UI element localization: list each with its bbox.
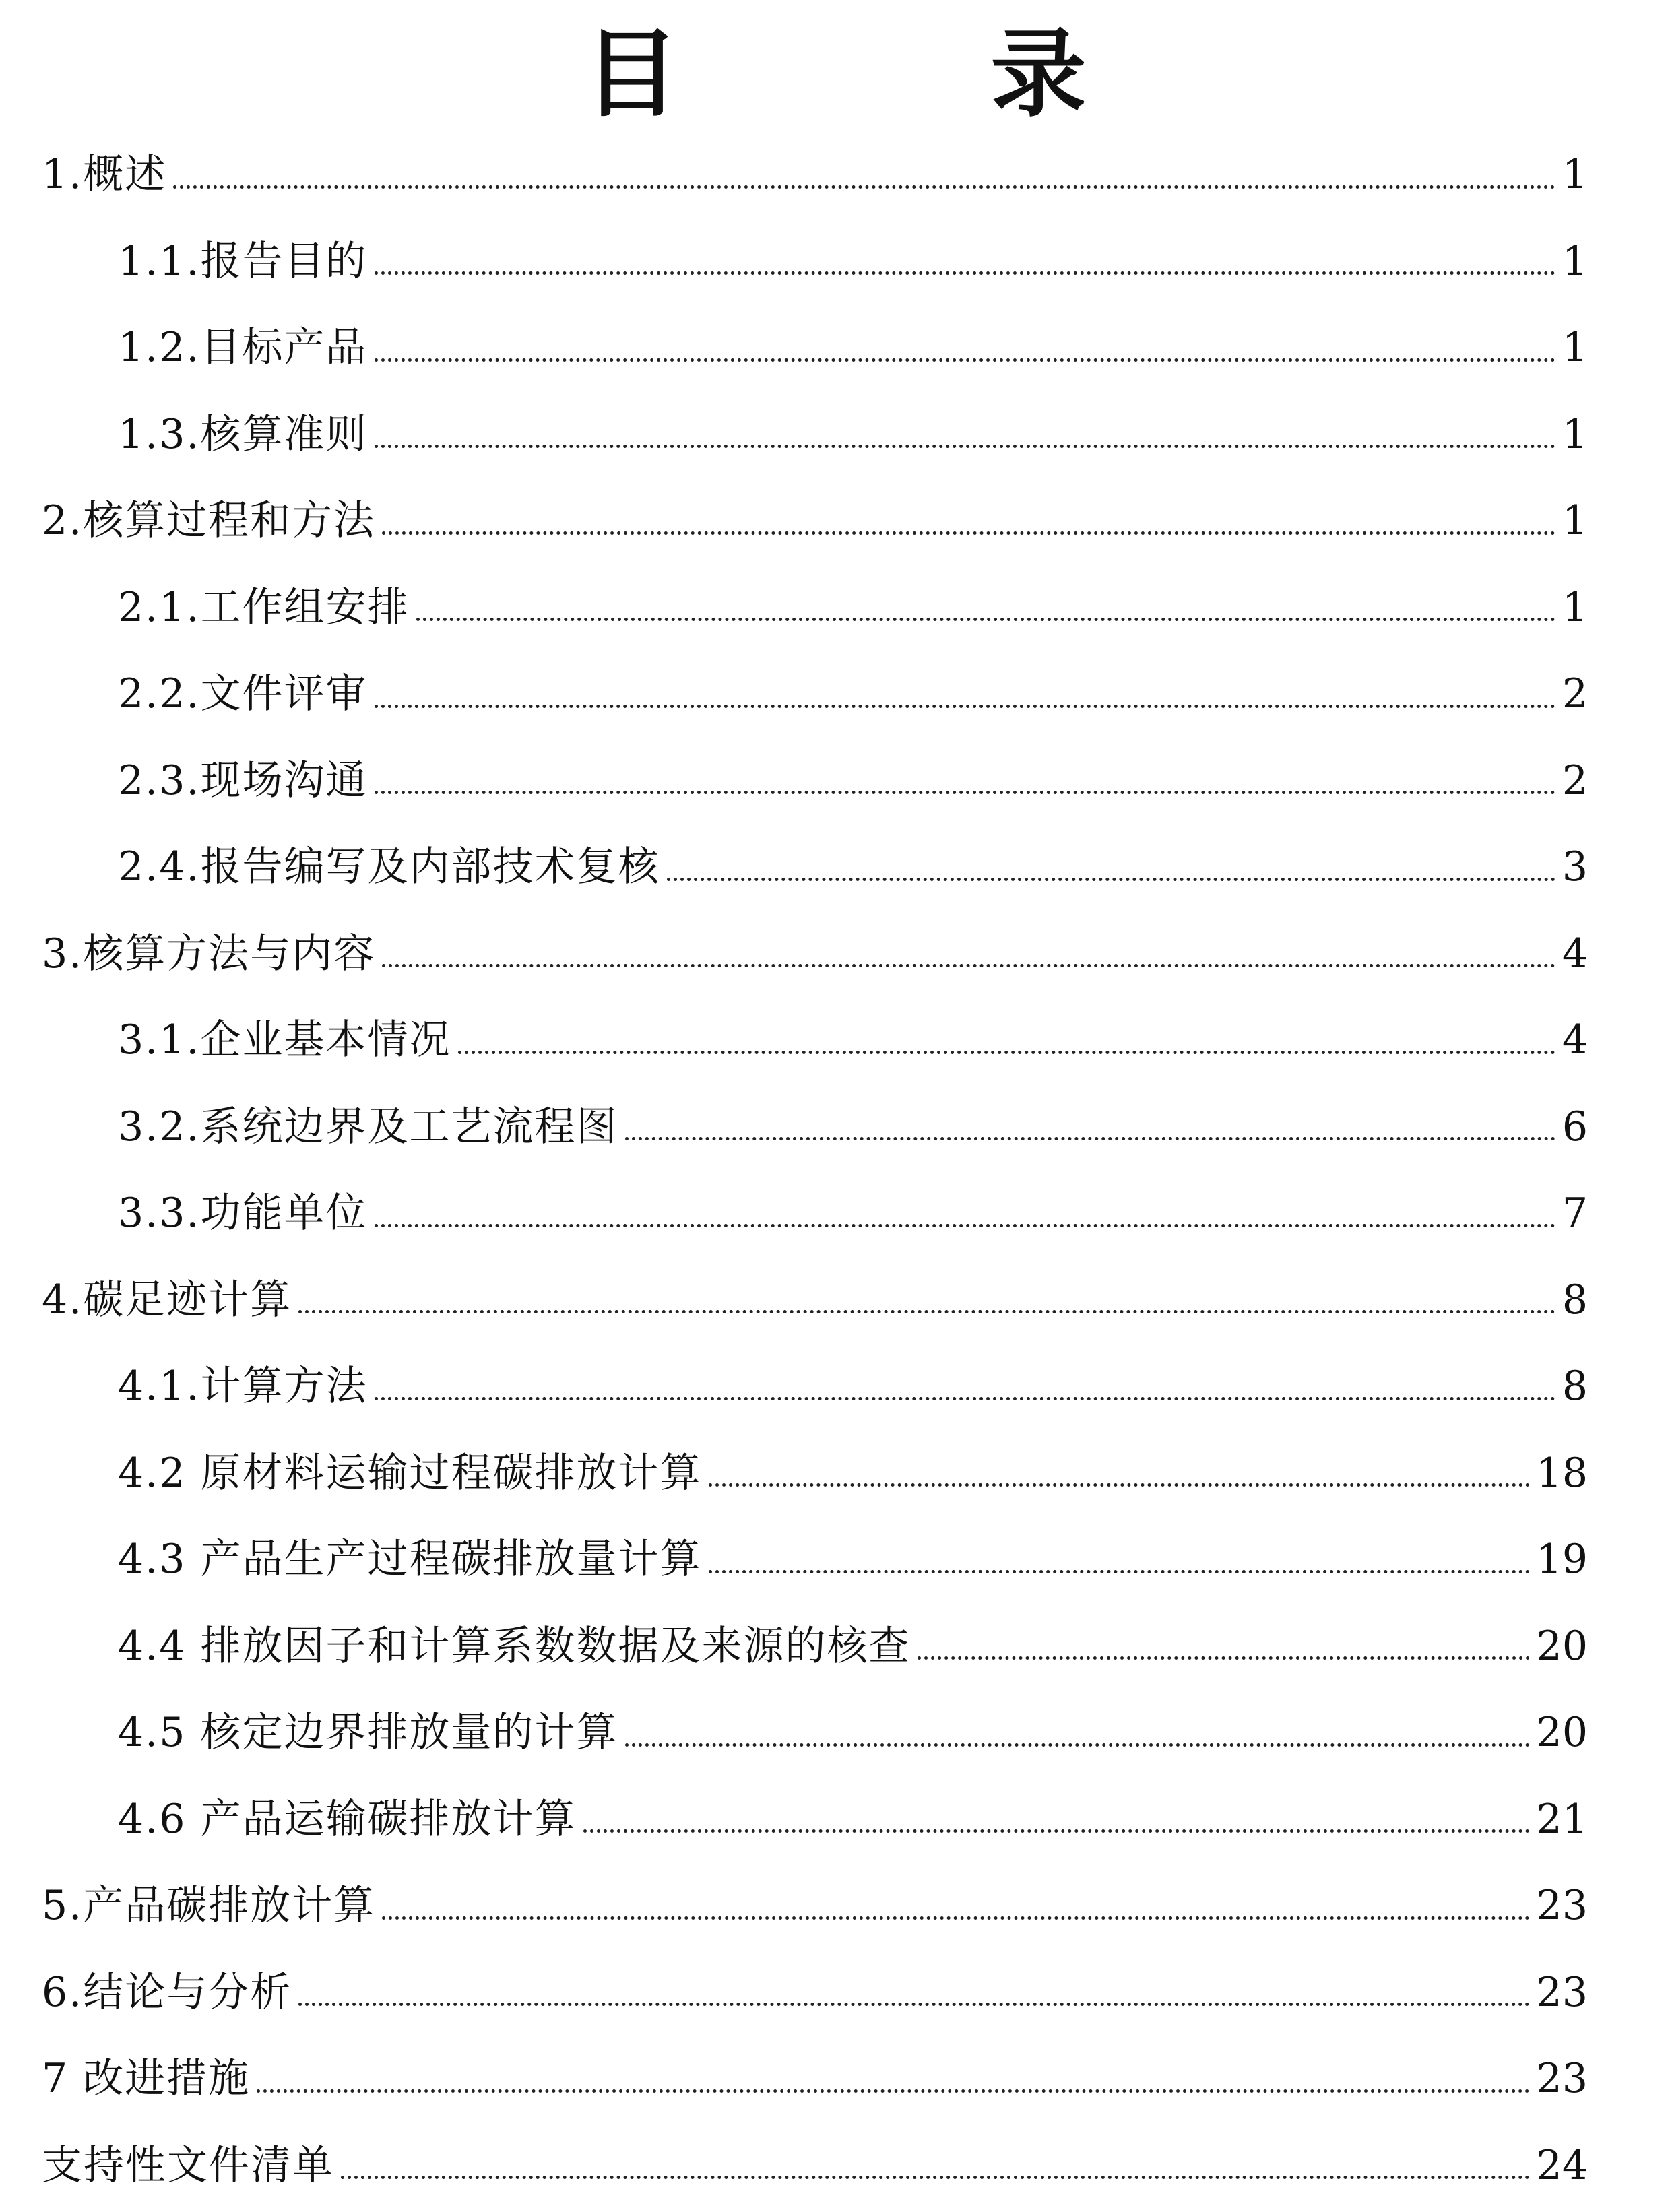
toc-dot-leader	[458, 1051, 1555, 1054]
toc-dot-leader	[375, 791, 1555, 794]
toc-entry-label: 3.1.企业基本情况	[118, 1016, 451, 1064]
toc-entry-label: 2.3.现场沟通	[118, 756, 368, 804]
toc-entry-label: 支持性文件清单	[42, 2141, 334, 2189]
toc-dot-leader	[173, 185, 1555, 189]
toc-page-number: 23	[1536, 1882, 1588, 1930]
toc-entry[interactable]	[0, 1343, 1670, 1430]
toc-entry-label: 3.核算方法与内容	[42, 930, 376, 977]
toc-page-number: 21	[1536, 1795, 1588, 1843]
toc-page-number: 18	[1536, 1449, 1588, 1497]
toc-entry-label: 4.4 排放因子和计算系数数据及来源的核查	[118, 1622, 911, 1670]
toc-dot-leader	[375, 705, 1555, 708]
toc-entry-label: 1.2.目标产品	[118, 324, 368, 372]
toc-dot-leader	[375, 1397, 1555, 1400]
toc-dot-leader	[341, 2176, 1530, 2179]
toc-page-number: 1	[1562, 237, 1588, 285]
toc-dot-leader	[416, 618, 1555, 621]
toc-page-number: 4	[1562, 1016, 1588, 1064]
toc-dot-leader	[667, 878, 1555, 881]
toc-entry[interactable]	[0, 218, 1670, 305]
toc-page-number: 1	[1562, 410, 1588, 458]
toc-dot-leader	[709, 1570, 1530, 1573]
toc-entry-label: 2.2.文件评审	[118, 670, 368, 718]
toc-page-number: 6	[1562, 1103, 1588, 1150]
toc-entry-label: 6.结论与分析	[42, 1968, 292, 2016]
toc-entry-label: 4.5 核定边界排放量的计算	[118, 1709, 618, 1757]
toc-entry[interactable]	[0, 2036, 1670, 2122]
toc-entry[interactable]	[0, 1430, 1670, 1517]
page-title: 目 录	[583, 18, 1194, 130]
toc-entry[interactable]	[0, 997, 1670, 1084]
toc-dot-leader	[625, 1137, 1555, 1140]
toc-entry-label: 4.6 产品运输碳排放计算	[118, 1795, 577, 1843]
toc-entry[interactable]	[0, 1084, 1670, 1171]
toc-page-number: 4	[1562, 930, 1588, 977]
toc-dot-leader	[382, 1916, 1529, 1920]
toc-entry[interactable]	[0, 1170, 1670, 1257]
toc-entry[interactable]	[0, 564, 1670, 651]
toc-entry-label: 2.核算过程和方法	[42, 497, 376, 545]
toc-page-number: 2	[1562, 756, 1588, 804]
toc-page-number: 20	[1536, 1709, 1588, 1757]
toc-dot-leader	[918, 1656, 1530, 1660]
toc-entry[interactable]	[0, 131, 1670, 218]
toc-page-number: 8	[1562, 1363, 1588, 1410]
toc-page-number: 20	[1536, 1622, 1588, 1670]
toc-entry[interactable]	[0, 1516, 1670, 1603]
toc-entry-label: 3.2.系统边界及工艺流程图	[118, 1103, 618, 1150]
toc-entry-label: 1.3.核算准则	[118, 410, 368, 458]
toc-page-number: 1	[1562, 324, 1588, 372]
toc-entry[interactable]	[0, 651, 1670, 738]
toc-dot-leader	[583, 1829, 1530, 1833]
toc-entry[interactable]	[0, 738, 1670, 824]
toc-entry-label: 4.3 产品生产过程碳排放量计算	[118, 1536, 702, 1584]
toc-page-number: 19	[1536, 1536, 1588, 1584]
toc-page-number: 1	[1562, 583, 1588, 631]
toc-page-number: 23	[1536, 1968, 1588, 2016]
toc-entry[interactable]	[0, 1689, 1670, 1776]
toc-page-number: 23	[1536, 2055, 1588, 2103]
toc-dot-leader	[382, 531, 1555, 535]
toc-entry[interactable]	[0, 1257, 1670, 1344]
toc-entry[interactable]	[0, 1603, 1670, 1690]
toc-entry[interactable]	[0, 391, 1670, 478]
toc-entry-label: 4.1.计算方法	[118, 1363, 368, 1410]
toc-dot-leader	[375, 271, 1555, 275]
toc-entry[interactable]	[0, 824, 1670, 911]
toc-entry-label: 4.碳足迹计算	[42, 1276, 292, 1324]
toc-page-number: 1	[1562, 151, 1588, 199]
toc-entry[interactable]	[0, 304, 1670, 391]
toc-page-number: 7	[1562, 1190, 1588, 1237]
toc-dot-leader	[375, 445, 1555, 448]
toc-dot-leader	[382, 964, 1555, 967]
toc-entry[interactable]	[0, 1949, 1670, 2036]
toc-entry-label: 4.2 原材料运输过程碳排放计算	[118, 1449, 702, 1497]
toc-page-number: 2	[1562, 670, 1588, 718]
toc-entry-label: 5.产品碳排放计算	[42, 1882, 376, 1930]
toc-entry[interactable]	[0, 911, 1670, 998]
toc-dot-leader	[257, 2089, 1529, 2093]
toc-page-number: 1	[1562, 497, 1588, 545]
toc-entry-label: 2.4.报告编写及内部技术复核	[118, 843, 660, 891]
toc-entry-label: 7 改进措施	[42, 2055, 251, 2103]
toc-entry[interactable]	[0, 478, 1670, 564]
toc-dot-leader	[709, 1483, 1530, 1487]
toc-dot-leader	[298, 2003, 1529, 2006]
toc-entry[interactable]	[0, 1776, 1670, 1863]
toc-dot-leader	[625, 1743, 1530, 1747]
toc-dot-leader	[375, 358, 1555, 362]
toc-entry-label: 2.1.工作组安排	[118, 583, 410, 631]
toc-entry-label: 1.1.报告目的	[118, 237, 368, 285]
toc-page-number: 8	[1562, 1276, 1588, 1324]
toc-page-number: 24	[1536, 2141, 1588, 2189]
toc-list	[0, 131, 1670, 2209]
toc-entry[interactable]	[0, 1862, 1670, 1949]
toc-entry[interactable]	[0, 2122, 1670, 2209]
toc-dot-leader	[298, 1310, 1555, 1313]
toc-dot-leader	[375, 1224, 1555, 1227]
toc-page-number: 3	[1562, 843, 1588, 891]
toc-entry-label: 1.概述	[42, 151, 167, 199]
toc-entry-label: 3.3.功能单位	[118, 1190, 368, 1237]
